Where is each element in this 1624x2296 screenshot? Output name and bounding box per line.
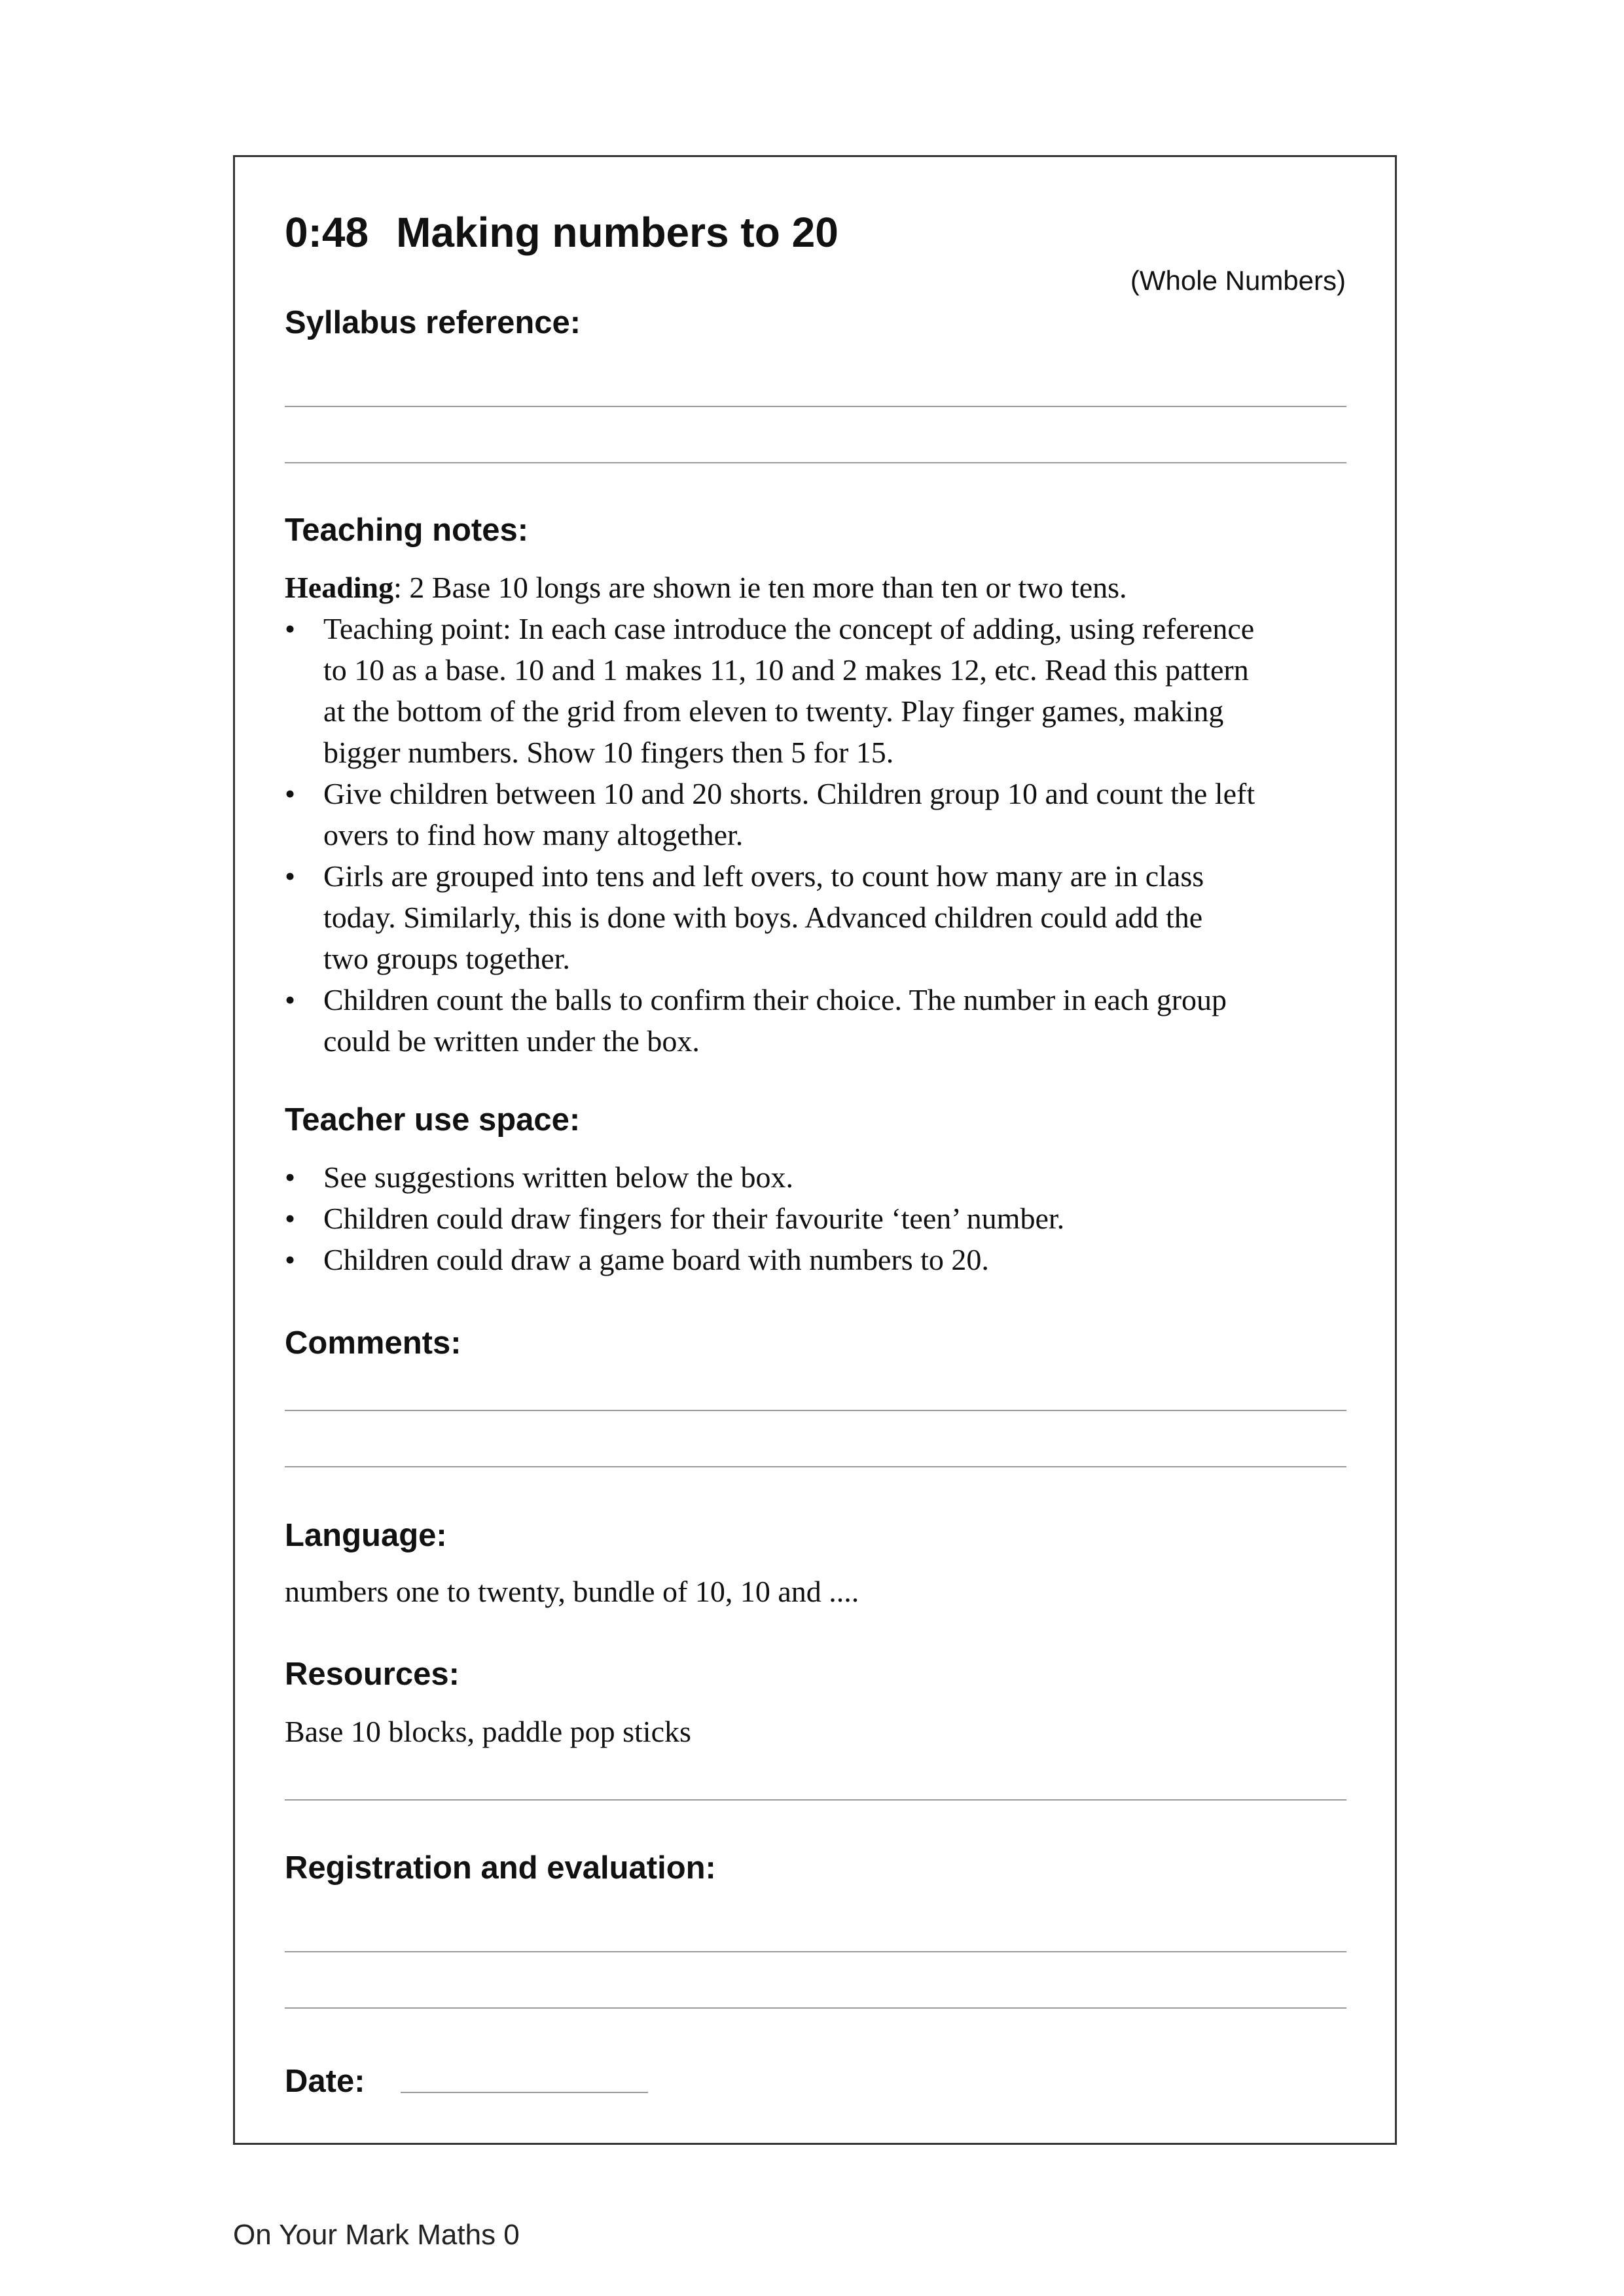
comments-line-1 bbox=[285, 1410, 1346, 1411]
heading-label: Heading bbox=[285, 571, 394, 604]
language-text: numbers one to twenty, bundle of 10, 10 and .... bbox=[285, 1575, 859, 1608]
registration-line-1 bbox=[285, 1951, 1346, 1952]
worksheet-frame bbox=[233, 155, 1397, 2145]
comments-line-2 bbox=[285, 1466, 1346, 1467]
strand-label: (Whole Numbers) bbox=[1130, 265, 1346, 296]
list-item-line: at the bottom of the grid from eleven to twenty. Play finger games, making bbox=[323, 694, 1224, 728]
date-label: Date: bbox=[285, 2064, 365, 2099]
page-footer: On Your Mark Maths 0 bbox=[233, 2219, 520, 2251]
bullet-icon: • bbox=[285, 1202, 296, 1235]
resources-text: Base 10 blocks, paddle pop sticks bbox=[285, 1715, 691, 1748]
teacher-use-heading: Teacher use space: bbox=[285, 1102, 581, 1138]
list-item bbox=[285, 773, 1358, 855]
list-item bbox=[285, 979, 1358, 1062]
list-item-line: Give children between 10 and 20 shorts. Children group 10 and count the left bbox=[323, 777, 1255, 810]
date-field-line bbox=[401, 2092, 648, 2093]
list-item-line: Children could draw a game board with numbers to 20. bbox=[323, 1243, 989, 1276]
syllabus-line-2 bbox=[285, 462, 1346, 463]
language-heading: Language: bbox=[285, 1518, 447, 1553]
page-title bbox=[285, 208, 839, 257]
syllabus-heading: Syllabus reference: bbox=[285, 305, 581, 340]
bullet-icon: • bbox=[285, 777, 296, 810]
list-item-line: See suggestions written below the box. bbox=[323, 1160, 794, 1194]
registration-heading: Registration and evaluation: bbox=[285, 1850, 716, 1886]
teaching-notes-heading: Teaching notes: bbox=[285, 512, 529, 548]
resources-line bbox=[285, 1799, 1346, 1801]
list-item-line: could be written under the box. bbox=[323, 1024, 700, 1058]
heading-text: : 2 Base 10 longs are shown ie ten more than ten or two tens. bbox=[393, 571, 1127, 604]
list-item bbox=[285, 608, 1358, 773]
teaching-notes-list bbox=[285, 608, 1358, 1062]
list-item-line: Teaching point: In each case introduce the concept of adding, using reference bbox=[323, 612, 1255, 645]
list-item-line: two groups together. bbox=[323, 942, 570, 975]
bullet-icon: • bbox=[285, 859, 296, 893]
teaching-notes-intro bbox=[285, 567, 1358, 608]
list-item-line: today. Similarly, this is done with boys. Advanced children could add the bbox=[323, 901, 1203, 934]
list-item-line: Children count the balls to confirm their choice. The number in each group bbox=[323, 983, 1227, 1016]
bullet-icon: • bbox=[285, 983, 296, 1016]
list-item bbox=[285, 1198, 1358, 1239]
list-item-line: Children could draw fingers for their favourite ‘teen’ number. bbox=[323, 1202, 1065, 1235]
list-item bbox=[285, 1157, 1358, 1198]
list-item-line: Girls are grouped into tens and left overs, to count how many are in class bbox=[323, 859, 1204, 893]
list-item-line: to 10 as a base. 10 and 1 makes 11, 10 and 2 makes 12, etc. Read this pattern bbox=[323, 653, 1249, 687]
teacher-use-list bbox=[285, 1157, 1358, 1280]
registration-line-2 bbox=[285, 2007, 1346, 2009]
list-item-line: bigger numbers. Show 10 fingers then 5 for 15. bbox=[323, 736, 894, 769]
bullet-icon: • bbox=[285, 612, 296, 645]
syllabus-line-1 bbox=[285, 406, 1346, 407]
resources-heading: Resources: bbox=[285, 1657, 460, 1692]
list-item bbox=[285, 1239, 1358, 1280]
bullet-icon: • bbox=[285, 1160, 296, 1194]
activity-number: 0:48 bbox=[285, 209, 369, 256]
comments-heading: Comments: bbox=[285, 1325, 461, 1361]
list-item bbox=[285, 855, 1358, 979]
bullet-icon: • bbox=[285, 1243, 296, 1276]
activity-title: Making numbers to 20 bbox=[396, 209, 839, 256]
list-item-line: overs to find how many altogether. bbox=[323, 818, 744, 852]
